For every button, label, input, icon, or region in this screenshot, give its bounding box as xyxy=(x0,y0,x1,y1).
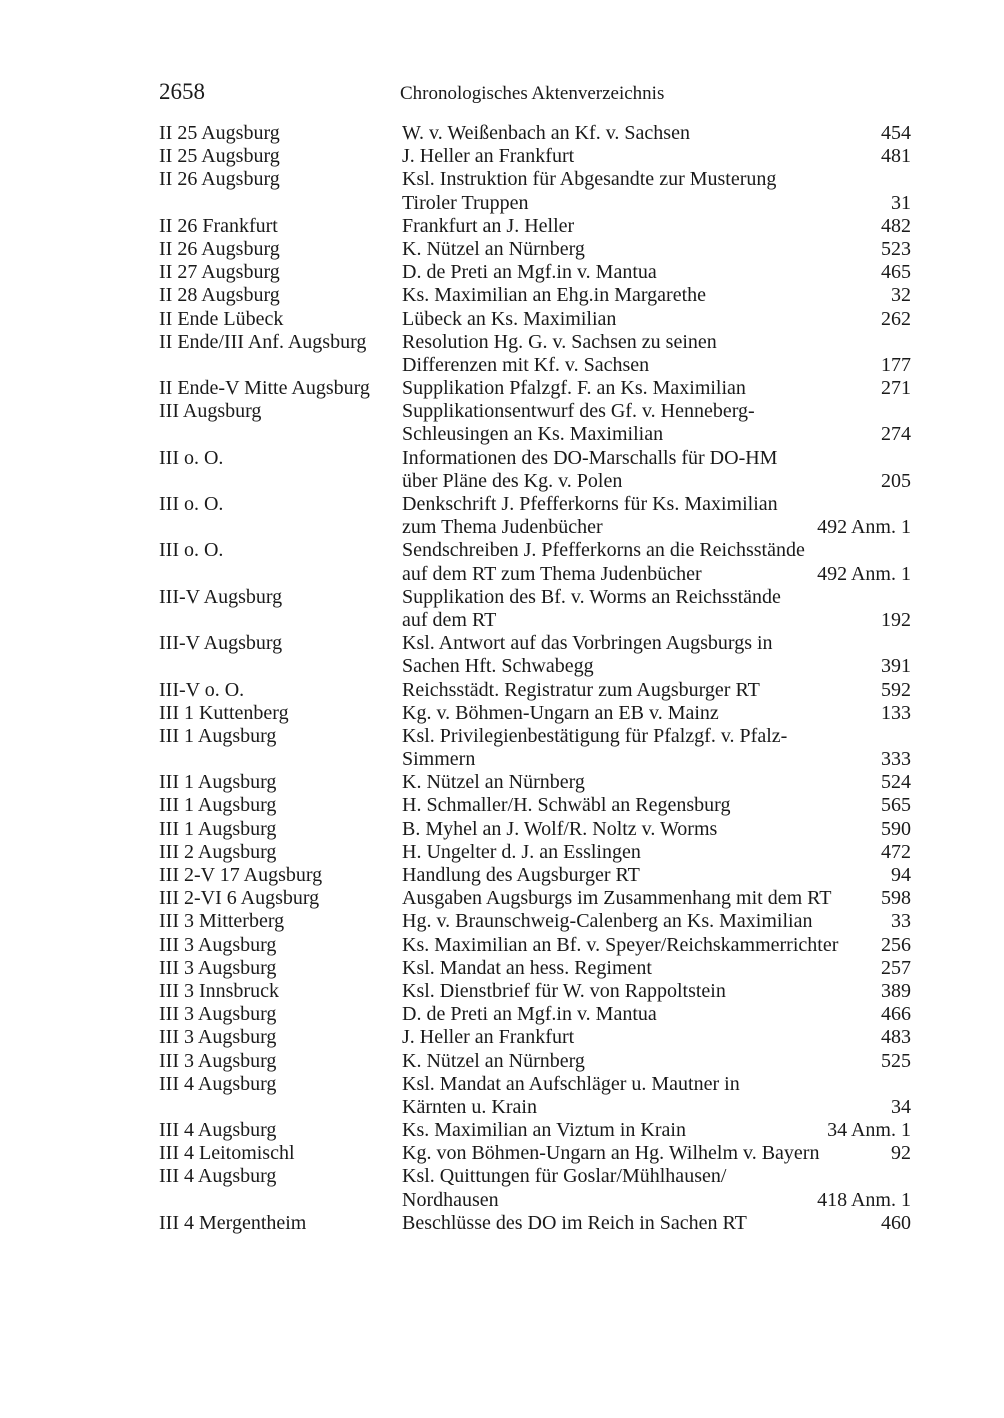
entry-line xyxy=(159,447,911,470)
entry-line xyxy=(159,702,911,725)
entry-date-place: III 2-VI 6 Augsburg xyxy=(159,887,320,910)
entry-reference: 565 xyxy=(881,794,911,817)
entry-line xyxy=(159,1026,911,1049)
index-entry xyxy=(159,887,911,910)
entry-reference: 262 xyxy=(881,307,911,330)
index-entry xyxy=(159,1212,911,1235)
index-entry xyxy=(159,1050,911,1073)
entry-reference: 34 Anm. 1 xyxy=(827,1119,911,1142)
entry-description: Sachen Hft. Schwabegg xyxy=(402,655,594,678)
entry-reference: 492 Anm. 1 xyxy=(817,516,911,539)
entry-description: Kg. v. Böhmen-Ungarn an EB v. Mainz xyxy=(402,701,719,724)
entry-date-place: II 28 Augsburg xyxy=(159,284,280,307)
index-entry xyxy=(159,1003,911,1026)
entry-description: H. Ungelter d. J. an Esslingen xyxy=(402,840,641,863)
entry-description: Tiroler Truppen xyxy=(402,191,529,214)
entry-date-place: III 3 Augsburg xyxy=(159,1026,277,1049)
index-entry xyxy=(159,122,911,145)
entry-description: Ks. Maximilian an Ehg.in Margarethe xyxy=(402,284,707,307)
entry-line xyxy=(159,377,911,400)
entry-date-place: III 1 Augsburg xyxy=(159,817,277,840)
entry-reference: 454 xyxy=(881,122,911,144)
entry-date-place: II 25 Augsburg xyxy=(159,145,280,168)
entry-reference: 466 xyxy=(881,1003,911,1026)
index-entry xyxy=(159,702,911,725)
entry-line xyxy=(159,145,911,168)
entry-date-place: III 4 Augsburg xyxy=(159,1165,277,1188)
entry-date-place: III o. O. xyxy=(159,539,224,562)
entry-date-place: II 26 Augsburg xyxy=(159,237,280,260)
entry-description: Simmern xyxy=(402,748,476,771)
entry-line xyxy=(159,1050,911,1073)
entry-reference: 257 xyxy=(881,956,911,979)
entry-reference: 133 xyxy=(881,701,911,724)
entry-description: W. v. Weißenbach an Kf. v. Sachsen xyxy=(402,122,690,144)
index-entry xyxy=(159,771,911,794)
entry-description: Informationen des DO-Marschalls für DO-HM xyxy=(402,446,778,469)
entry-reference: 481 xyxy=(881,145,911,168)
index-entry xyxy=(159,1142,911,1165)
entry-date-place: III 3 Augsburg xyxy=(159,956,277,979)
entry-reference: 32 xyxy=(891,284,911,307)
entry-date-place: III 1 Augsburg xyxy=(159,794,277,817)
entry-description: Ksl. Antwort auf das Vorbringen Augsburgs in xyxy=(402,632,773,655)
entry-reference: 94 xyxy=(891,864,911,886)
entry-reference: 92 xyxy=(891,1142,911,1165)
index-entry xyxy=(159,238,911,261)
index-entry xyxy=(159,168,911,214)
entry-date-place: II 27 Augsburg xyxy=(159,261,280,284)
entry-description: B. Myhel an J. Wolf/R. Noltz v. Worms xyxy=(402,817,718,840)
entry-description: Reichsstädt. Registratur zum Augsburger RT xyxy=(402,678,760,701)
entry-description: Resolution Hg. G. v. Sachsen zu seinen xyxy=(402,330,717,353)
entry-line xyxy=(159,308,911,331)
entry-reference: 34 xyxy=(891,1095,911,1118)
entry-date-place: III-V Augsburg xyxy=(159,585,283,608)
entry-line xyxy=(159,331,911,354)
entry-date-place: III-V Augsburg xyxy=(159,632,283,655)
page-header xyxy=(159,78,911,108)
entry-date-place: III 3 Augsburg xyxy=(159,933,277,956)
entry-line xyxy=(159,748,911,771)
entry-reference: 465 xyxy=(881,261,911,284)
entry-line xyxy=(159,887,911,910)
entry-description: auf dem RT zum Thema Judenbücher xyxy=(402,562,702,585)
entry-description: Ksl. Mandat an Aufschläger u. Mautner in xyxy=(402,1072,740,1095)
entry-line xyxy=(159,516,911,539)
entry-description: Hg. v. Braunschweig-Calenberg an Ks. Maximilian xyxy=(402,910,813,933)
entry-line xyxy=(159,1096,911,1119)
entry-line xyxy=(159,1165,911,1188)
index-entry xyxy=(159,1026,911,1049)
entry-description: Ksl. Dienstbrief für W. von Rappoltstein xyxy=(402,979,726,1002)
entry-description: H. Schmaller/H. Schwäbl an Regensburg xyxy=(402,794,731,817)
entry-line xyxy=(159,122,911,145)
index-entry xyxy=(159,331,911,377)
index-entry xyxy=(159,910,911,933)
entry-description: Supplikation des Bf. v. Worms an Reichsstände xyxy=(402,585,781,608)
entry-line xyxy=(159,655,911,678)
entry-reference: 31 xyxy=(891,191,911,214)
entry-line xyxy=(159,1119,911,1142)
entry-line xyxy=(159,609,911,632)
entry-line xyxy=(159,539,911,562)
entry-description: auf dem RT xyxy=(402,608,497,631)
entry-reference: 33 xyxy=(891,910,911,933)
entry-line xyxy=(159,794,911,817)
index-entry xyxy=(159,261,911,284)
entry-description: Ksl. Quittungen für Goslar/Mühlhausen/ xyxy=(402,1165,727,1188)
entry-description: Kg. von Böhmen-Ungarn an Hg. Wilhelm v. Bayern xyxy=(402,1142,820,1165)
entry-date-place: III 4 Leitomischl xyxy=(159,1142,295,1165)
index-entry xyxy=(159,1165,911,1211)
entry-reference: 271 xyxy=(881,377,911,400)
index-entry xyxy=(159,377,911,400)
entry-line xyxy=(159,771,911,794)
entry-date-place: II Ende/III Anf. Augsburg xyxy=(159,330,367,353)
entry-date-place: II 26 Augsburg xyxy=(159,168,280,191)
entry-date-place: III-V o. O. xyxy=(159,678,245,701)
index-entry xyxy=(159,447,911,493)
entry-reference: 590 xyxy=(881,817,911,840)
entry-date-place: III 2 Augsburg xyxy=(159,840,277,863)
entry-list xyxy=(159,122,911,1235)
index-entry xyxy=(159,493,911,539)
entry-line xyxy=(159,864,911,887)
entry-reference: 492 Anm. 1 xyxy=(817,562,911,585)
entry-description: K. Nützel an Nürnberg xyxy=(402,771,585,794)
entry-reference: 525 xyxy=(881,1049,911,1072)
entry-date-place: II 26 Frankfurt xyxy=(159,214,278,237)
entry-date-place: III 4 Augsburg xyxy=(159,1072,277,1095)
index-entry xyxy=(159,400,911,446)
index-entry xyxy=(159,539,911,585)
entry-description: Schleusingen an Ks. Maximilian xyxy=(402,423,664,446)
entry-reference: 205 xyxy=(881,469,911,492)
index-entry xyxy=(159,1073,911,1119)
entry-date-place: II 25 Augsburg xyxy=(159,122,280,144)
entry-line xyxy=(159,284,911,307)
entry-description: zum Thema Judenbücher xyxy=(402,516,603,539)
index-entry xyxy=(159,980,911,1003)
entry-description: J. Heller an Frankfurt xyxy=(402,1026,575,1049)
index-entry xyxy=(159,632,911,678)
entry-description: Lübeck an Ks. Maximilian xyxy=(402,307,617,330)
entry-description: Sendschreiben J. Pfefferkorns an die Reichsstände xyxy=(402,539,805,562)
entry-description: Ksl. Instruktion für Abgesandte zur Musterung xyxy=(402,168,777,191)
entry-date-place: III 4 Mergentheim xyxy=(159,1211,307,1234)
entry-date-place: III 1 Augsburg xyxy=(159,771,277,794)
entry-reference: 333 xyxy=(881,748,911,771)
index-entry xyxy=(159,818,911,841)
entry-date-place: III Augsburg xyxy=(159,400,262,423)
entry-line xyxy=(159,261,911,284)
index-entry xyxy=(159,284,911,307)
entry-description: Kärnten u. Krain xyxy=(402,1095,537,1118)
entry-line xyxy=(159,423,911,446)
entry-description: Ks. Maximilian an Bf. v. Speyer/Reichskammerrichter xyxy=(402,933,839,956)
entry-line xyxy=(159,910,911,933)
entry-description: Ksl. Mandat an hess. Regiment xyxy=(402,956,652,979)
index-entry xyxy=(159,934,911,957)
entry-description: Supplikationsentwurf des Gf. v. Henneberg- xyxy=(402,400,755,423)
entry-description: über Pläne des Kg. v. Polen xyxy=(402,469,623,492)
entry-description: Supplikation Pfalzgf. F. an Ks. Maximilian xyxy=(402,377,746,400)
index-entry xyxy=(159,841,911,864)
entry-description: Beschlüsse des DO im Reich in Sachen RT xyxy=(402,1211,747,1234)
index-entry xyxy=(159,1119,911,1142)
entry-description: K. Nützel an Nürnberg xyxy=(402,1049,585,1072)
entry-date-place: III 3 Innsbruck xyxy=(159,979,279,1002)
entry-date-place: III 3 Mitterberg xyxy=(159,910,285,933)
entry-description: Ks. Maximilian an Viztum in Krain xyxy=(402,1119,686,1142)
entry-reference: 483 xyxy=(881,1026,911,1049)
entry-date-place: III 4 Augsburg xyxy=(159,1119,277,1142)
entry-reference: 177 xyxy=(881,353,911,376)
entry-description: J. Heller an Frankfurt xyxy=(402,145,575,168)
entry-date-place: II Ende-V Mitte Augsburg xyxy=(159,377,370,400)
entry-line xyxy=(159,1073,911,1096)
entry-description: Nordhausen xyxy=(402,1188,499,1211)
entry-line xyxy=(159,980,911,1003)
entry-reference: 592 xyxy=(881,678,911,701)
index-entry xyxy=(159,957,911,980)
index-entry xyxy=(159,725,911,771)
entry-line xyxy=(159,632,911,655)
entry-reference: 598 xyxy=(881,887,911,910)
entry-description: Ausgaben Augsburgs im Zusammenhang mit dem RT xyxy=(402,887,832,910)
entry-line xyxy=(159,238,911,261)
entry-line xyxy=(159,725,911,748)
index-entry xyxy=(159,215,911,238)
entry-date-place: III 3 Augsburg xyxy=(159,1049,277,1072)
entry-date-place: III 1 Kuttenberg xyxy=(159,701,289,724)
entry-line xyxy=(159,818,911,841)
entry-description: D. de Preti an Mgf.in v. Mantua xyxy=(402,261,657,284)
entry-line xyxy=(159,215,911,238)
entry-description: D. de Preti an Mgf.in v. Mantua xyxy=(402,1003,657,1026)
page-number: 2658 xyxy=(159,79,205,104)
entry-date-place: III o. O. xyxy=(159,493,224,515)
entry-description: Handlung des Augsburger RT xyxy=(402,864,640,886)
entry-description: Denkschrift J. Pfefferkorns für Ks. Maximilian xyxy=(402,493,778,515)
index-entry xyxy=(159,679,911,702)
entry-date-place: III 1 Augsburg xyxy=(159,724,277,747)
entry-line xyxy=(159,957,911,980)
entry-reference: 523 xyxy=(881,237,911,260)
entry-reference: 482 xyxy=(881,214,911,237)
entry-line xyxy=(159,934,911,957)
index-entry xyxy=(159,586,911,632)
entry-reference: 391 xyxy=(881,655,911,678)
entry-description: Differenzen mit Kf. v. Sachsen xyxy=(402,353,650,376)
entry-reference: 524 xyxy=(881,771,911,794)
entry-reference: 192 xyxy=(881,608,911,631)
index-entry xyxy=(159,794,911,817)
entry-line xyxy=(159,841,911,864)
entry-reference: 389 xyxy=(881,979,911,1002)
entry-line xyxy=(159,493,911,516)
entry-line xyxy=(159,679,911,702)
entry-description: Ksl. Privilegienbestätigung für Pfalzgf. v. Pfalz- xyxy=(402,724,788,747)
entry-reference: 256 xyxy=(881,933,911,956)
entry-description: K. Nützel an Nürnberg xyxy=(402,237,585,260)
running-title: Chronologisches Aktenverzeichnis xyxy=(400,83,665,104)
entry-date-place: III 2-V 17 Augsburg xyxy=(159,864,323,886)
entry-line xyxy=(159,1212,911,1235)
entry-reference: 274 xyxy=(881,423,911,446)
entry-date-place: II Ende Lübeck xyxy=(159,307,284,330)
entry-line xyxy=(159,354,911,377)
entry-line xyxy=(159,470,911,493)
entry-line xyxy=(159,586,911,609)
entry-date-place: III 3 Augsburg xyxy=(159,1003,277,1026)
index-entry xyxy=(159,864,911,887)
entry-line xyxy=(159,168,911,191)
entry-reference: 472 xyxy=(881,840,911,863)
entry-date-place: III o. O. xyxy=(159,446,224,469)
entry-line xyxy=(159,1003,911,1026)
index-entry xyxy=(159,308,911,331)
entry-reference: 460 xyxy=(881,1211,911,1234)
entry-line xyxy=(159,400,911,423)
entry-description: Frankfurt an J. Heller xyxy=(402,214,575,237)
entry-line xyxy=(159,563,911,586)
entry-line xyxy=(159,1189,911,1212)
entry-reference: 418 Anm. 1 xyxy=(817,1188,911,1211)
entry-line xyxy=(159,1142,911,1165)
index-entry xyxy=(159,145,911,168)
entry-line xyxy=(159,192,911,215)
